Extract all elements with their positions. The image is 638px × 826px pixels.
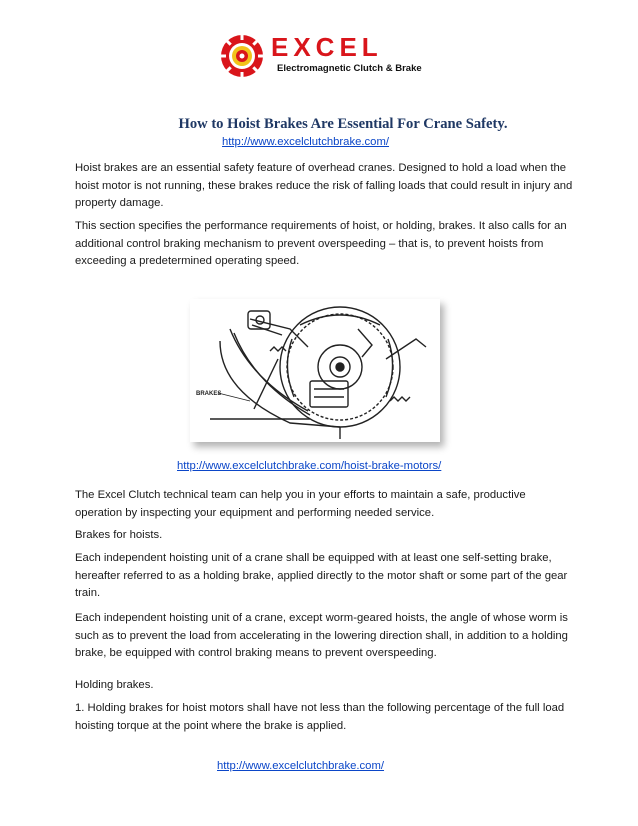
paragraph-technical-team: The Excel Clutch technical team can help you in your efforts to maintain a safe, productive operation by inspecting your equipment and performing needed service. <box>75 489 526 519</box>
figure-label: BRAKES <box>196 391 222 397</box>
gear-emblem-icon <box>219 33 265 79</box>
paragraph-intro: Hoist brakes are an essential safety feature of overhead cranes. Designed to hold a load when the hoist motor is not running, these brakes reduce the risk of falling loads that could result in injury and property damage. <box>75 162 573 210</box>
hoist-brake-illustration <box>190 299 440 442</box>
heading-holding-brakes: Holding brakes. <box>75 679 154 691</box>
logo-wordmark: EXCEL <box>271 32 383 62</box>
heading-brakes-for-hoists: Brakes for hoists. <box>75 529 163 541</box>
paragraph-holding-brake-requirement: Each independent hoisting unit of a crane shall be equipped with at least one self-setting brake, hereafter referred to as a holding brake, applied directly to the motor shaft or some part of the gear train. <box>75 552 568 600</box>
paragraph-performance: This section specifies the performance requirements of hoist, or holding, brakes. It also calls for an additional control braking mechanism to prevent overspeeding – that is, to prevent hoists from exceeding a predetermined operating speed. <box>75 220 567 268</box>
brake-drawing <box>190 299 440 442</box>
hoist-brake-motors-link[interactable]: http://www.excelclutchbrake.com/hoist-brake-motors/ <box>177 460 442 472</box>
paragraph-torque-percentage: 1. Holding brakes for hoist motors shall have not less than the following percentage of the full load hoisting torque at the point where the brake is applied. <box>75 702 565 732</box>
company-logo <box>219 32 422 81</box>
page-title: How to Hoist Brakes Are Essential For Crane Safety. <box>178 116 508 132</box>
header-url-link[interactable]: http://www.excelclutchbrake.com/ <box>222 136 390 148</box>
paragraph-control-braking: Each independent hoisting unit of a crane, except worm-geared hoists, the angle of whose worm is such as to prevent the load from accelerating in the lowering direction shall, in addition to a holding brake, be equipped with control braking means to prevent overspeeding. <box>75 612 568 660</box>
logo-tagline: Electromagnetic Clutch & Brake <box>277 63 422 74</box>
footer-url-link[interactable]: http://www.excelclutchbrake.com/ <box>217 760 385 772</box>
